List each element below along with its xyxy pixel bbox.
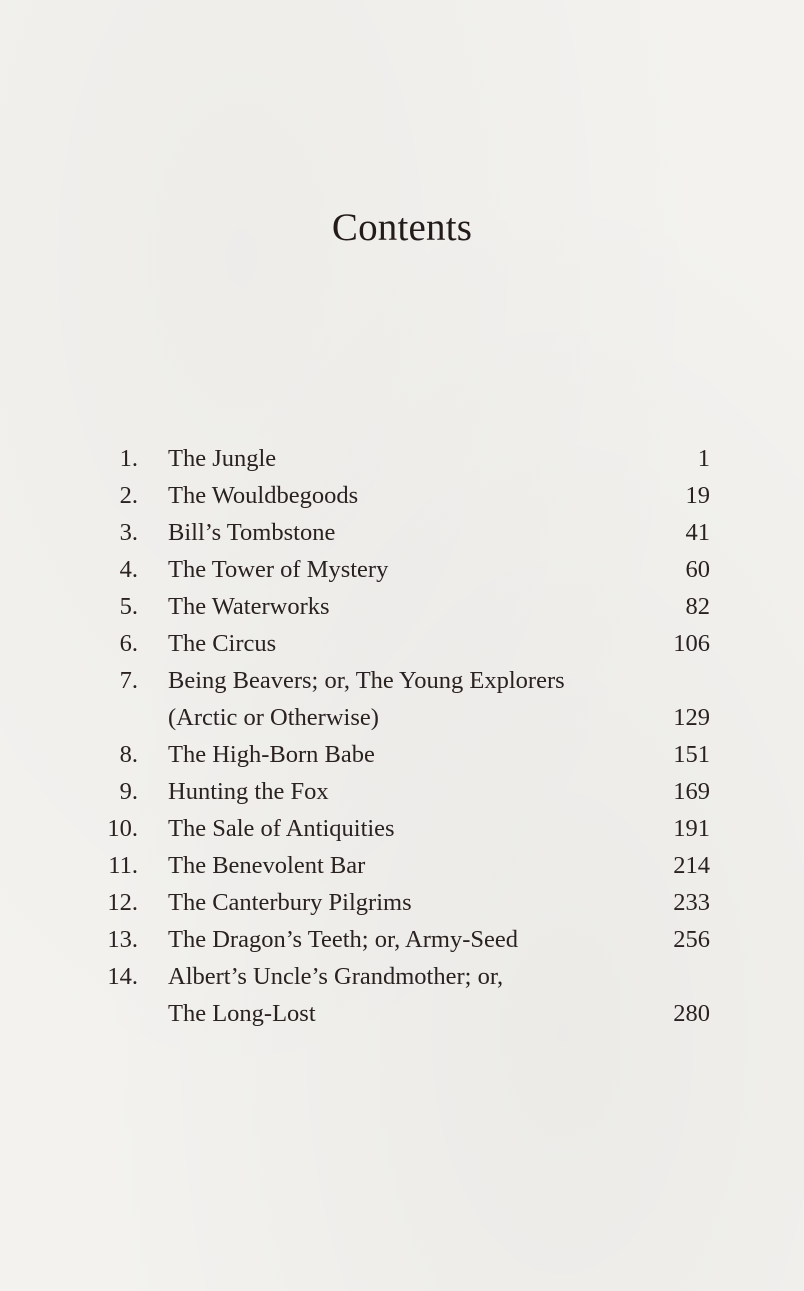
toc-entry[interactable]: [100, 736, 710, 773]
chapter-number: 12.: [107, 889, 138, 916]
chapter-title: Bill’s Tombstone: [168, 519, 336, 546]
toc-entry[interactable]: [100, 588, 710, 625]
chapter-number: 7.: [119, 667, 138, 694]
toc-entry-line: [100, 440, 710, 477]
page-number: 233: [673, 889, 710, 916]
chapter-title: The High-Born Babe: [168, 741, 375, 768]
chapter-number: 5.: [119, 593, 138, 620]
page-number: 19: [685, 482, 710, 509]
chapter-number: 8.: [119, 741, 138, 768]
chapter-title: Albert’s Uncle’s Grandmother; or,: [168, 963, 504, 990]
page-title: Contents: [331, 206, 473, 249]
chapter-title: The Dragon’s Teeth; or, Army-Seed: [168, 926, 518, 953]
table-of-contents: [100, 440, 710, 1032]
chapter-title: The Canterbury Pilgrims: [168, 889, 412, 916]
toc-entry-line: [100, 921, 710, 958]
chapter-number: 11.: [108, 852, 138, 879]
chapter-number: 14.: [107, 963, 138, 990]
page-number: 106: [673, 630, 710, 657]
chapter-title: The Sale of Antiquities: [168, 815, 395, 842]
toc-entry-line: [100, 625, 710, 662]
toc-entry-line: [100, 847, 710, 884]
toc-entry[interactable]: [100, 847, 710, 884]
toc-entry[interactable]: [100, 810, 710, 847]
page-number: 256: [673, 926, 710, 953]
page-number: 280: [673, 1000, 710, 1027]
chapter-title: The Waterworks: [168, 593, 330, 620]
toc-entry-line: [100, 514, 710, 551]
chapter-number: 9.: [119, 778, 138, 805]
toc-entry-line: [100, 884, 710, 921]
toc-entry[interactable]: [100, 551, 710, 588]
toc-entry-line: [100, 995, 710, 1032]
toc-entry-line: [100, 477, 710, 514]
chapter-title: The Long-Lost: [168, 1000, 316, 1027]
page-number: 214: [673, 852, 710, 879]
chapter-number: 13.: [107, 926, 138, 953]
page-number: 82: [685, 593, 710, 620]
toc-entry-line: [100, 588, 710, 625]
chapter-title: Being Beavers; or, The Young Explorers: [168, 667, 565, 694]
toc-entry-line: [100, 810, 710, 847]
chapter-title: The Jungle: [168, 445, 277, 472]
toc-entry-line: [100, 699, 710, 736]
page-number: 1: [697, 445, 710, 472]
toc-entry-line: [100, 662, 710, 699]
page-number: 151: [673, 741, 710, 768]
chapter-number: 2.: [119, 482, 138, 509]
toc-entry-line: [100, 773, 710, 810]
chapter-title: (Arctic or Otherwise): [168, 704, 379, 731]
toc-entry[interactable]: [100, 625, 710, 662]
toc-entry[interactable]: [100, 514, 710, 551]
chapter-title: The Benevolent Bar: [168, 852, 366, 879]
page-number: 60: [685, 556, 710, 583]
toc-entry[interactable]: [100, 477, 710, 514]
toc-entry-line: [100, 958, 710, 995]
chapter-title: Hunting the Fox: [168, 778, 329, 805]
page-number: 129: [673, 704, 710, 731]
page-number: 169: [673, 778, 710, 805]
page-number: 191: [673, 815, 710, 842]
chapter-title: The Tower of Mystery: [168, 556, 389, 583]
chapter-number: 3.: [119, 519, 138, 546]
toc-entry[interactable]: [100, 773, 710, 810]
toc-entry-line: [100, 551, 710, 588]
chapter-number: 10.: [107, 815, 138, 842]
toc-entry-line: [100, 736, 710, 773]
chapter-title: The Circus: [168, 630, 277, 657]
chapter-title: The Wouldbegoods: [168, 482, 359, 509]
chapter-number: 4.: [119, 556, 138, 583]
page-number: 41: [685, 519, 710, 546]
toc-entry[interactable]: [100, 440, 710, 477]
toc-entry[interactable]: [100, 662, 710, 736]
toc-entry[interactable]: [100, 884, 710, 921]
toc-entry[interactable]: [100, 958, 710, 1032]
chapter-number: 1.: [119, 445, 138, 472]
chapter-number: 6.: [119, 630, 138, 657]
toc-entry[interactable]: [100, 921, 710, 958]
